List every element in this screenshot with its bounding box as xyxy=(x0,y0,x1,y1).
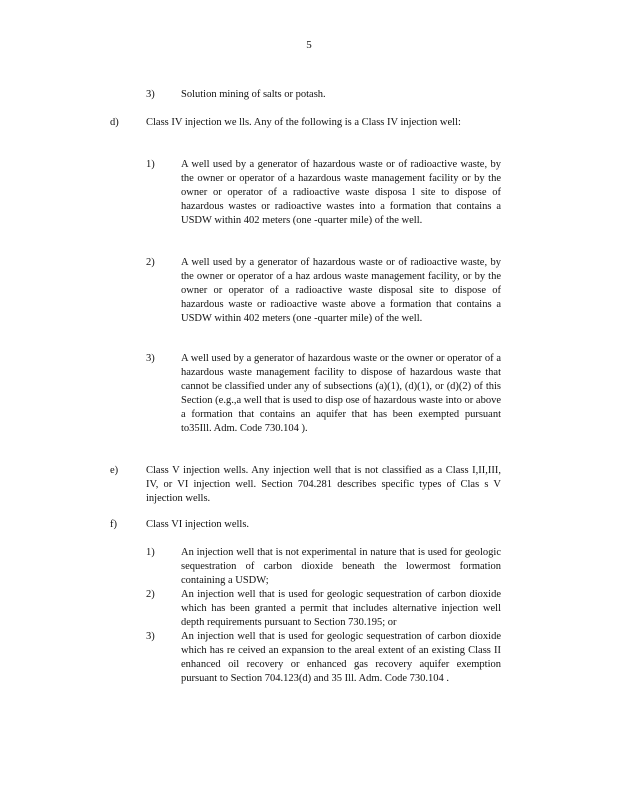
item-d3-text: A well used by a generator of hazardous waste or the owner or operator of a hazardous waste management facility to dispose of hazardous waste that cannot be classified under any of subsections (a)(1), (d)(1), or (d)(2) of this Section (e.g.,a well that is used to disp ose of hazardous waste into or above a formation that contains an aquifer that has been exempted pursuant to35Ill. Adm. Code 730.104 ). xyxy=(181,353,501,434)
item-d-label: d) xyxy=(110,117,119,128)
item-f3-label: 3) xyxy=(146,631,155,642)
item-f-label: f) xyxy=(110,519,117,530)
item-f1-label: 1) xyxy=(146,547,155,558)
item-d1-label: 1) xyxy=(146,159,155,170)
item-d3-label: 3) xyxy=(146,353,155,364)
item-d-text: Class IV injection we lls. Any of the following is a Class IV injection well: xyxy=(146,117,461,128)
page-number: 5 xyxy=(306,39,312,51)
item-e-label: e) xyxy=(110,465,119,476)
item-f3-text: An injection well that is used for geologic sequestration of carbon dioxide which has re ceived an expansion to the areal extent of an existing Class II enhanced oil recovery or enhanced gas recovery aquifer exemption pursuant to Section 704.123(d) and 35 Ill. Adm. Code 730.104 . xyxy=(181,631,501,684)
item-d1-text: A well used by a generator of hazardous waste or of radioactive waste, by the owner or operator of a hazardous waste management facility or by the owner or operator of a radioactive waste disposa l site to dispose of hazardous wastes or radioactive wastes into a formation that contains a USDW within 402 meters (one -quarter mile) of the well. xyxy=(181,159,501,226)
item-d2-text: A well used by a generator of hazardous waste or of radioactive waste, by the owner or operator of a haz ardous waste management facility, or by the owner or operator of a radioactive waste disposal site to dispose of hazardous waste or radioactive waste above a formation that contains a USDW within 402 meters (one -quarter mile) of the well. xyxy=(181,257,501,324)
item-f1-text: An injection well that is not experimental in nature that is used for geologic sequestration of carbon dioxide beneath the lowermost formation containing a USDW; xyxy=(181,547,501,586)
item-d2-label: 2) xyxy=(146,257,155,268)
item-f-text: Class VI injection wells. xyxy=(146,519,250,530)
item-f2-text: An injection well that is used for geologic sequestration of carbon dioxide which has been granted a permit that includes alternative injection well depth requirements pursuant to Section 730.195; or xyxy=(181,589,501,628)
item-f2-label: 2) xyxy=(146,589,155,600)
item-e-text: Class V injection wells. Any injection well that is not classified as a Class I,II,III, IV, or VI injection well. Section 704.281 describes specific types of Clas s V injection wells. xyxy=(146,465,501,504)
item-c3-label: 3) xyxy=(146,89,155,100)
item-c3-text: Solution mining of salts or potash. xyxy=(181,89,326,100)
